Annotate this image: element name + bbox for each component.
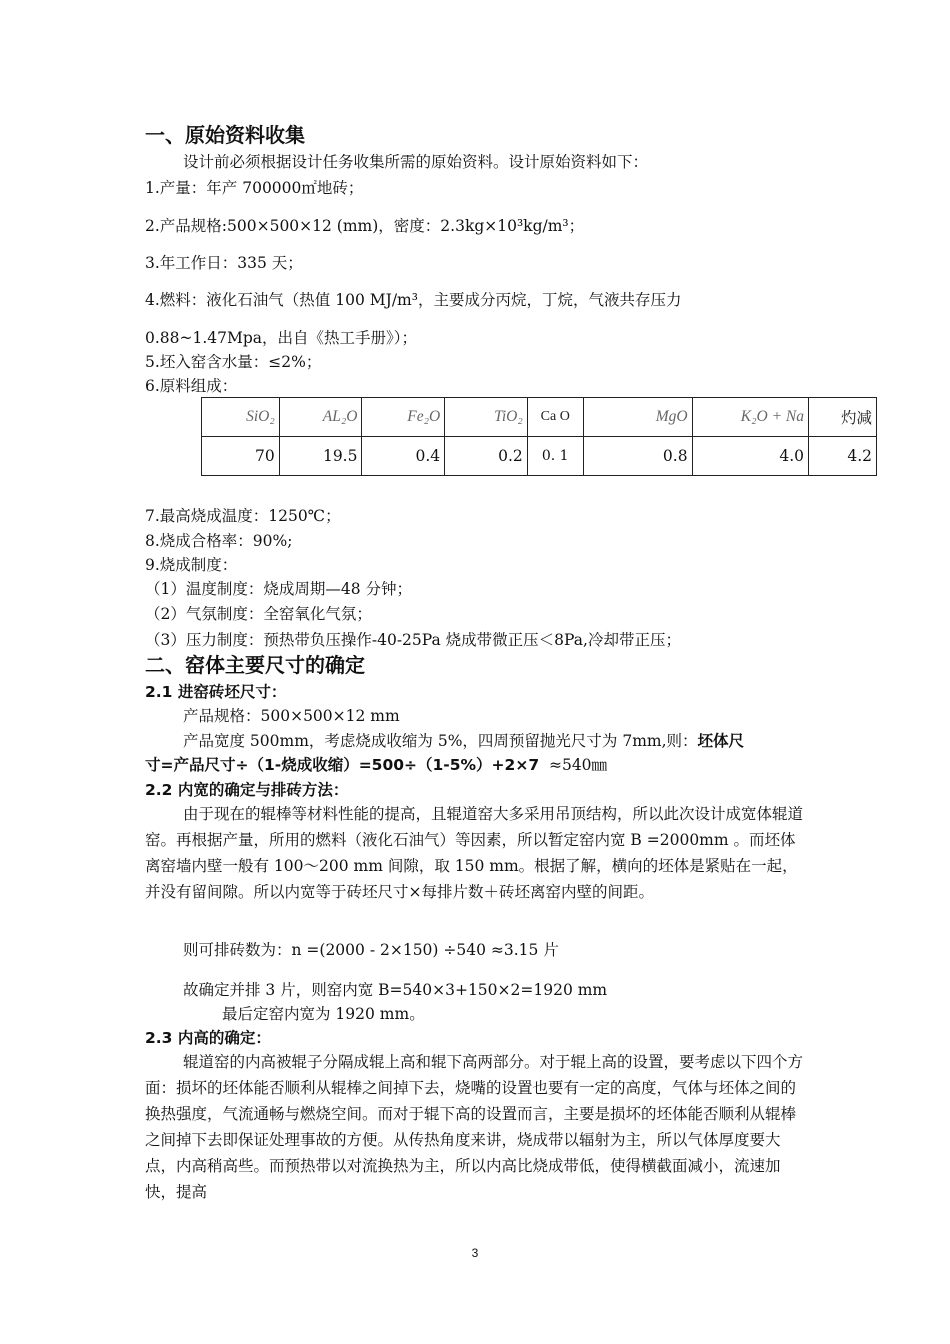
table-row: [202, 437, 877, 476]
inner-width-paragraph: 由于现在的辊棒等材料性能的提高，且辊道窑大多采用吊顶结构，所以此次设计成宽体辊道窑。再根据产量，所用的燃料（液化石油气）等因素，所以暂定窑内宽 B =2000mm 。而坯体离窑墙内壁一般有 100～200 mm 间隙，取 150 mm。根据了解，横向的坯体是紧贴在一起，并没有留间隙。所以内宽等于砖坯尺寸×每排片数＋砖坯离窑内壁的间距。: [145, 805, 804, 901]
blank-size-formula-bold: 寸=产品尺寸÷（1-烧成收缩）=500÷（1-5%）+2×7: [145, 756, 540, 774]
item-moisture: 5.坯入窑含水量：≤2%；: [145, 353, 322, 371]
intro-text: 设计前必须根据设计任务收集所需的原始资料。设计原始资料如下：: [183, 153, 649, 171]
width-text-bold: 坯体尺: [697, 732, 745, 750]
section-2-3-title: 2.3 内高的确定：: [145, 1029, 271, 1047]
section-2-2-title: 2.2 内宽的确定与排砖方法：: [145, 781, 349, 799]
item-spec: 2.产品规格:500×500×12 (mm)，密度：2.3kg×10³kg/m³；: [145, 217, 585, 235]
table-cell: 19.5: [279, 437, 362, 476]
item-fuel-cont: 0.88~1.47Mpa，出自《热工手册》）；: [145, 329, 418, 347]
composition-table: [201, 397, 877, 476]
table-header-cell: SiO₂: [202, 398, 280, 437]
item-temp-regime: （1）温度制度：烧成周期—48 分钟；: [145, 580, 413, 598]
table-header-cell: MgO: [583, 398, 692, 437]
table-header-cell: K₂O + Na: [692, 398, 808, 437]
table-header-cell: Fe₂O: [362, 398, 445, 437]
item-fuel: 4.燃料：液化石油气（热值 100 MJ/m³，主要成分丙烷，丁烷，气液共存压力: [145, 291, 682, 309]
blank-size-formula: [145, 755, 607, 775]
inner-height-paragraph: 辊道窑的内高被辊子分隔成辊上高和辊下高两部分。对于辊上高的设置，要考虑以下四个方面：损坏的坯体能否顺利从辊棒之间掉下去，烧嘴的设置也要有一定的高度，气体与坯体之间的换热强度，气流通畅与燃烧空间。而对于辊下高的设置而言，主要是损坏的坯体能否顺利从辊棒之间掉下去即保证处理事故的方便。从传热角度来讲，烧成带以辐射为主，所以气体厚度要大点，内高稍高些。而预热带以对流换热为主，所以内高比烧成带低，使得横截面减小，流速加快，提高: [145, 1053, 804, 1201]
width-text-main: 产品宽度 500mm，考虑烧成收缩为 5%，四周预留抛光尺寸为 7mm,则：: [183, 732, 698, 750]
item-firing-regime: 9.烧成制度：: [145, 556, 238, 574]
table-cell: 0.2: [445, 437, 528, 476]
item-pass-rate: 8.烧成合格率：90%;: [145, 532, 293, 550]
item-workdays: 3.年工作日：335 天；: [145, 254, 303, 272]
table-cell: 0.4: [362, 437, 445, 476]
table-header-cell: AL₂O: [279, 398, 362, 437]
table-header-cell: TiO₂: [445, 398, 528, 437]
item-max-temp: 7.最高烧成温度：1250℃；: [145, 507, 341, 525]
inner-width-result: 故确定并排 3 片，则窑内宽 B=540×3+150×2=1920 mm: [183, 981, 608, 999]
section-1-title: 一、原始资料收集: [145, 123, 305, 147]
brick-count-formula: 则可排砖数为：n =(2000 - 2×150) ÷540 ≈3.15 片: [183, 941, 559, 959]
section-2-title: 二、窑体主要尺寸的确定: [145, 653, 365, 677]
item-output: 1.产量：年产 700000㎡地砖；: [145, 179, 364, 197]
page-number: 3: [471, 1246, 479, 1260]
section-2-1-title: 2.1 进窑砖坯尺寸：: [145, 683, 287, 701]
table-header-cell: Ca O: [527, 398, 583, 437]
item-atmosphere: （2）气氛制度：全窑氧化气氛；: [145, 605, 372, 623]
item-composition: 6.原料组成：: [145, 377, 238, 395]
table-cell: 4.2: [809, 437, 877, 476]
table-header-row: [202, 398, 877, 437]
width-text: [183, 731, 744, 751]
table-cell: 0. 1: [527, 437, 583, 476]
table-cell: 70: [202, 437, 280, 476]
table-header-cell: 灼减: [809, 398, 877, 437]
table-cell: 4.0: [692, 437, 808, 476]
table-cell: 0.8: [583, 437, 692, 476]
blank-size-approx: ≈540㎜: [548, 756, 608, 774]
spec-text: 产品规格：500×500×12 mm: [183, 707, 400, 725]
item-pressure: （3）压力制度：预热带负压操作-40-25Pa 烧成带微正压＜8Pa,冷却带正压；: [145, 631, 681, 649]
inner-width-final: 最后定窑内宽为 1920 mm。: [222, 1005, 425, 1023]
